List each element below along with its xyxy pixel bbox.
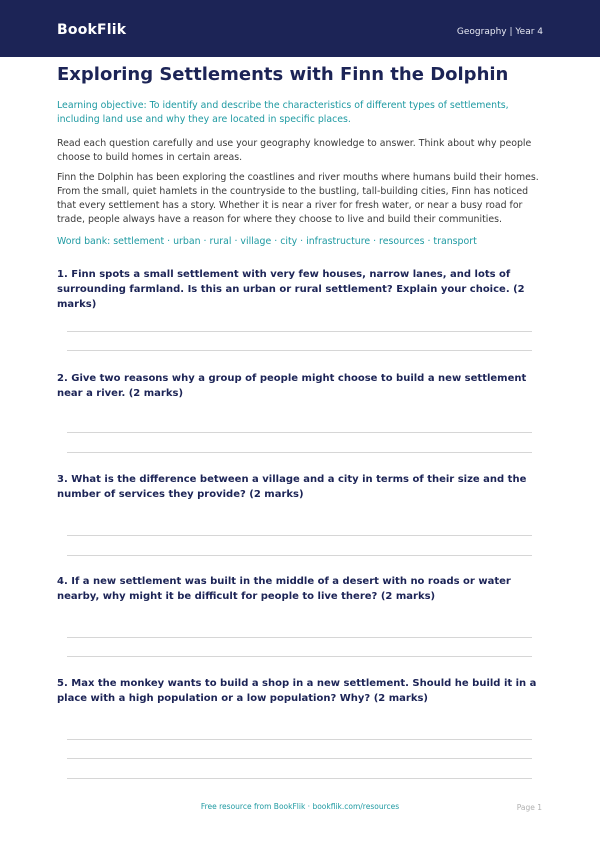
brand-logo-text: BookFlik (57, 22, 127, 38)
answer-line[interactable] (67, 739, 532, 740)
subject-year-label: Geography | Year 4 (456, 27, 543, 37)
word-bank: Word bank: settlement · urban · rural · village · city · infrastructure · resources · transport (57, 236, 477, 247)
answer-line[interactable] (67, 432, 532, 433)
answer-line[interactable] (67, 555, 532, 556)
answer-line[interactable] (67, 331, 532, 332)
story-text: Finn the Dolphin has been exploring the coastlines and river mouths where humans build their homes. From the small, quiet hamlets in the countryside to the bustling, tall-building cities, Finn has noticed that every settlement has a story. Whether it is near a river for fresh water, or near a busy road for trade, people always have a reason for where they choose to live and build their communities. (57, 172, 539, 225)
answer-line[interactable] (67, 637, 532, 638)
answer-line[interactable] (67, 758, 532, 759)
learning-objective: Learning objective: To identify and describe the characteristics of different types of settlements, including land use and why they are located in specific places. (57, 100, 509, 125)
answer-line[interactable] (67, 656, 532, 657)
question-5: 5. Max the monkey wants to build a shop in a new settlement. Should he build it in a place with a high population or a low population? Why? (2 marks) (57, 678, 537, 704)
question-3: 3. What is the difference between a village and a city in terms of their size and the number of services they provide? (2 marks) (57, 474, 527, 500)
question-2: 2. Give two reasons why a group of people might choose to build a new settlement near a river. (2 marks) (57, 373, 527, 399)
answer-line[interactable] (67, 350, 532, 351)
answer-line[interactable] (67, 452, 532, 453)
footer-credit[interactable]: Free resource from BookFlik · bookflik.com/resources (200, 802, 400, 811)
page-header (0, 0, 600, 57)
instructions-text: Read each question carefully and use your geography knowledge to answer. Think about why people choose to build homes in certain areas. (57, 138, 532, 163)
answer-line[interactable] (67, 778, 532, 779)
question-1: 1. Finn spots a small settlement with very few houses, narrow lanes, and lots of surrounding farmland. Is this an urban or rural settlement? Explain your choice. (2 marks) (57, 269, 525, 310)
page-title: Exploring Settlements with Finn the Dolphin (57, 64, 509, 85)
page-number: Page 1 (516, 803, 542, 812)
question-4: 4. If a new settlement was built in the middle of a desert with no roads or water nearby, why might it be difficult for people to live there? (2 marks) (57, 576, 511, 602)
answer-line[interactable] (67, 535, 532, 536)
